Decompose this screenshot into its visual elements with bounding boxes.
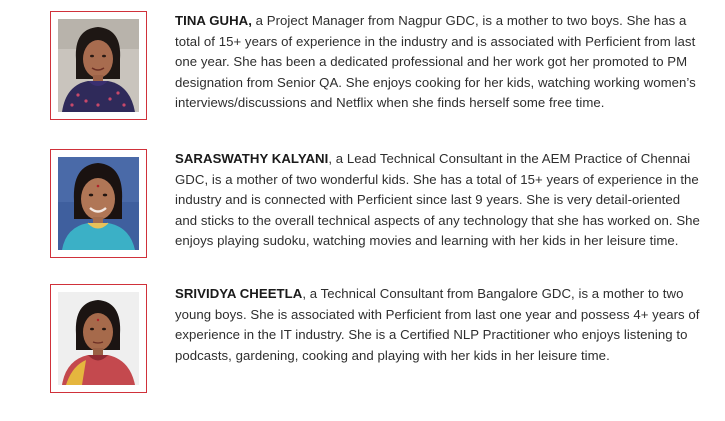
photo-frame xyxy=(50,149,147,258)
photo-frame xyxy=(50,284,147,393)
profile-description: a Project Manager from Nagpur GDC, is a mother to two boys. She has a total of 15+ years of experience in the industry and is associated with Perficient from last one year. She has been a dedicated professional and her work got her promoted to PM designation from Senior QA. She enjoys cooking for her kids, watching working women’s interviews/discussions and Netflix when she finds herself some free time. xyxy=(175,13,696,110)
profile-name: SARASWATHY KALYANI xyxy=(175,151,329,166)
portrait-photo xyxy=(58,292,139,385)
portrait-photo xyxy=(58,19,139,112)
profile-bio xyxy=(175,149,700,252)
photo-frame xyxy=(50,11,147,120)
profile-description: , a Technical Consultant from Bangalore GDC, is a mother to two young boys. She is associated with Perficient from last one year and possess 4+ years of experience in the IT industry. She is a Certified NLP Practitioner who enjoys listening to podcasts, gardening, cooking and playing with her kids in her leisure time. xyxy=(175,286,700,363)
profile-name: SRIVIDYA CHEETLA xyxy=(175,286,303,301)
profile-bio xyxy=(175,284,700,366)
profile-name: TINA GUHA, xyxy=(175,13,252,28)
portrait-photo xyxy=(58,157,139,250)
profile-description: , a Lead Technical Consultant in the AEM Practice of Chennai GDC, is a mother of two wonderful kids. She has a total of 15+ years of experience in the industry and is connected with Perficient since last 9 years. She is very detail-oriented and sticks to the overall technical aspects of any technology that she has worked on. She enjoys playing sudoku, watching movies and learning with her kids in her leisure time. xyxy=(175,151,700,248)
profile-bio xyxy=(175,11,700,114)
